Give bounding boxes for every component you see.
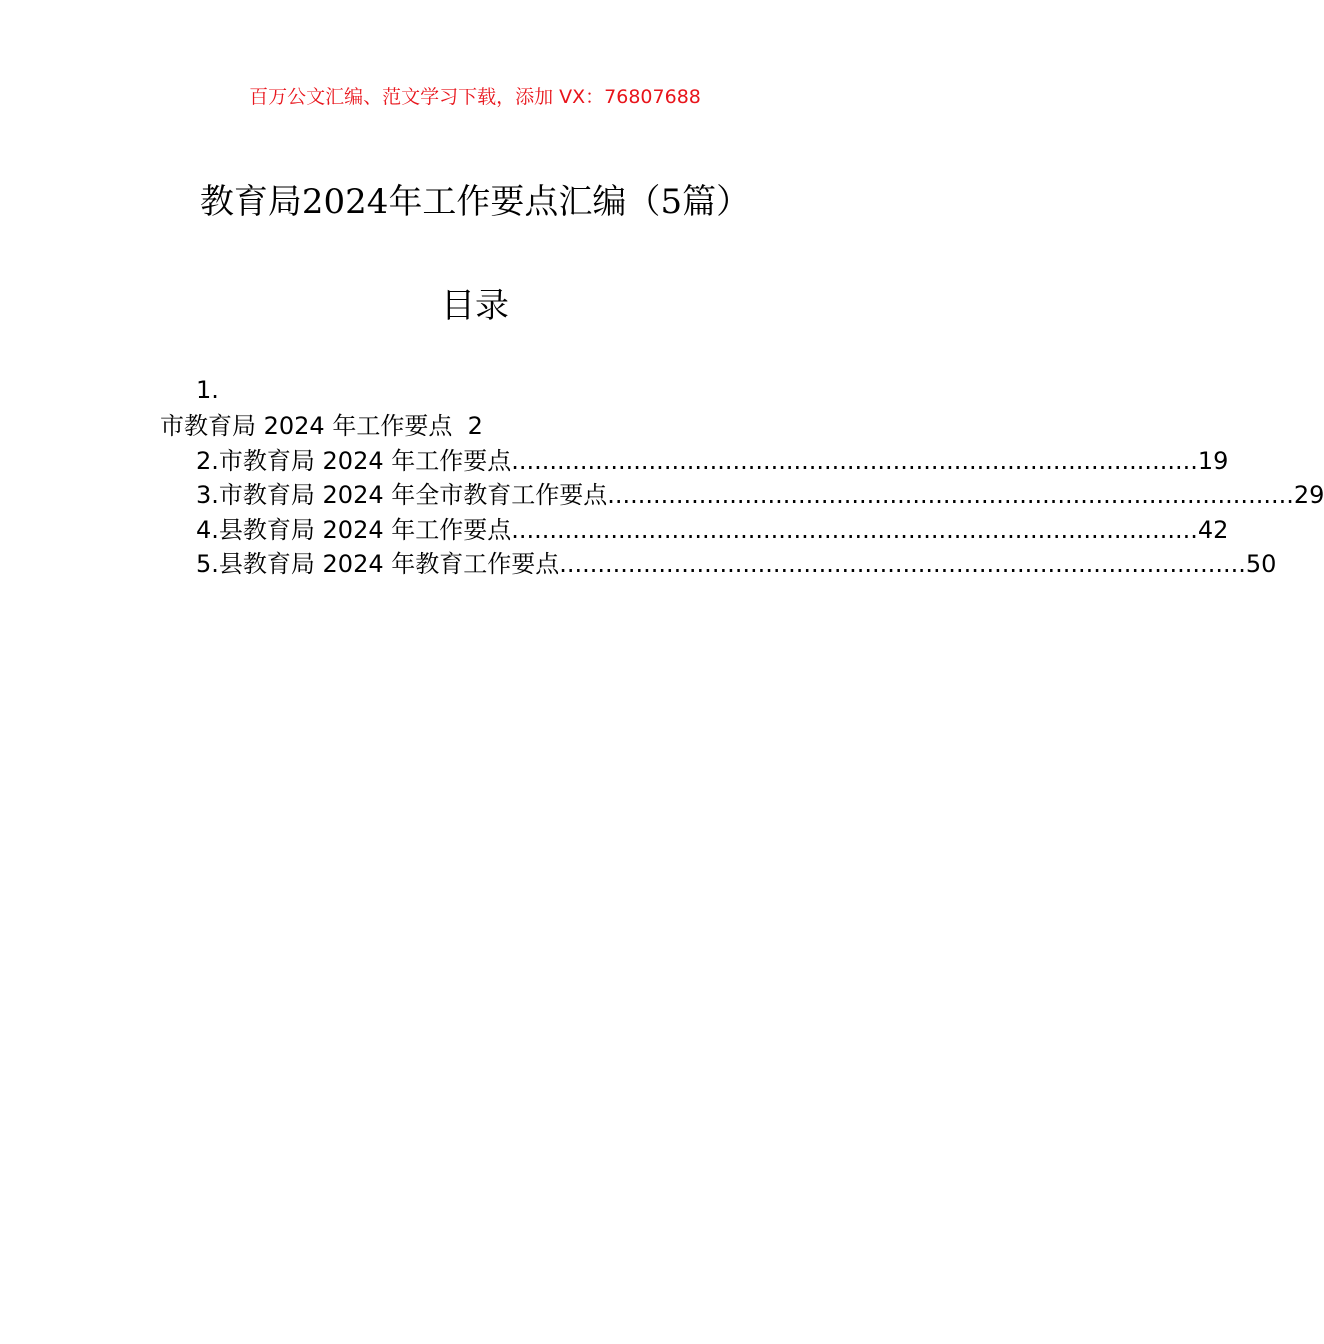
title-year: 2024 — [301, 182, 389, 222]
toc-dot-leader: .......................................................................................... — [511, 516, 1198, 544]
title-prefix: 教育局 — [199, 182, 302, 222]
title-suffix: 年工作要点汇编（ — [388, 182, 661, 222]
toc-entry-1-page: 2 — [467, 412, 483, 440]
toc-entry-label: 2.市教育局 2024 年工作要点 — [196, 447, 512, 475]
toc-entry-page: 42 — [1197, 516, 1229, 544]
toc-dot-leader: .......................................................................................... — [511, 447, 1198, 475]
toc-entry-3[interactable] — [196, 478, 1324, 512]
toc-entry-1-number[interactable]: 1. — [196, 376, 219, 404]
toc-entry-1[interactable] — [160, 409, 483, 443]
header-notice: 百万公文汇编、范文学习下载，添加 VX：76807688 — [249, 86, 701, 108]
toc-entry-label: 4.县教育局 2024 年工作要点 — [196, 516, 512, 544]
toc-entry-5[interactable] — [196, 547, 1277, 581]
toc-entry-label: 5.县教育局 2024 年教育工作要点 — [196, 550, 560, 578]
document-title — [0, 178, 950, 226]
toc-entry-1-label: 市教育局 2024 年工作要点 — [160, 412, 453, 440]
toc-entry-2[interactable] — [196, 444, 1229, 478]
toc-entry-page: 19 — [1197, 447, 1229, 475]
title-end: 篇） — [682, 182, 751, 222]
toc-entry-page: 29 — [1293, 481, 1324, 509]
toc-entry-page: 50 — [1245, 550, 1277, 578]
toc-dot-leader: .......................................................................................... — [559, 550, 1246, 578]
toc-entry-label: 3.市教育局 2024 年全市教育工作要点 — [196, 481, 608, 509]
title-count: 5 — [660, 182, 683, 222]
toc-heading: 目录 — [441, 286, 509, 326]
toc-dot-leader: .......................................................................................... — [607, 481, 1294, 509]
toc-entry-4[interactable] — [196, 513, 1229, 547]
